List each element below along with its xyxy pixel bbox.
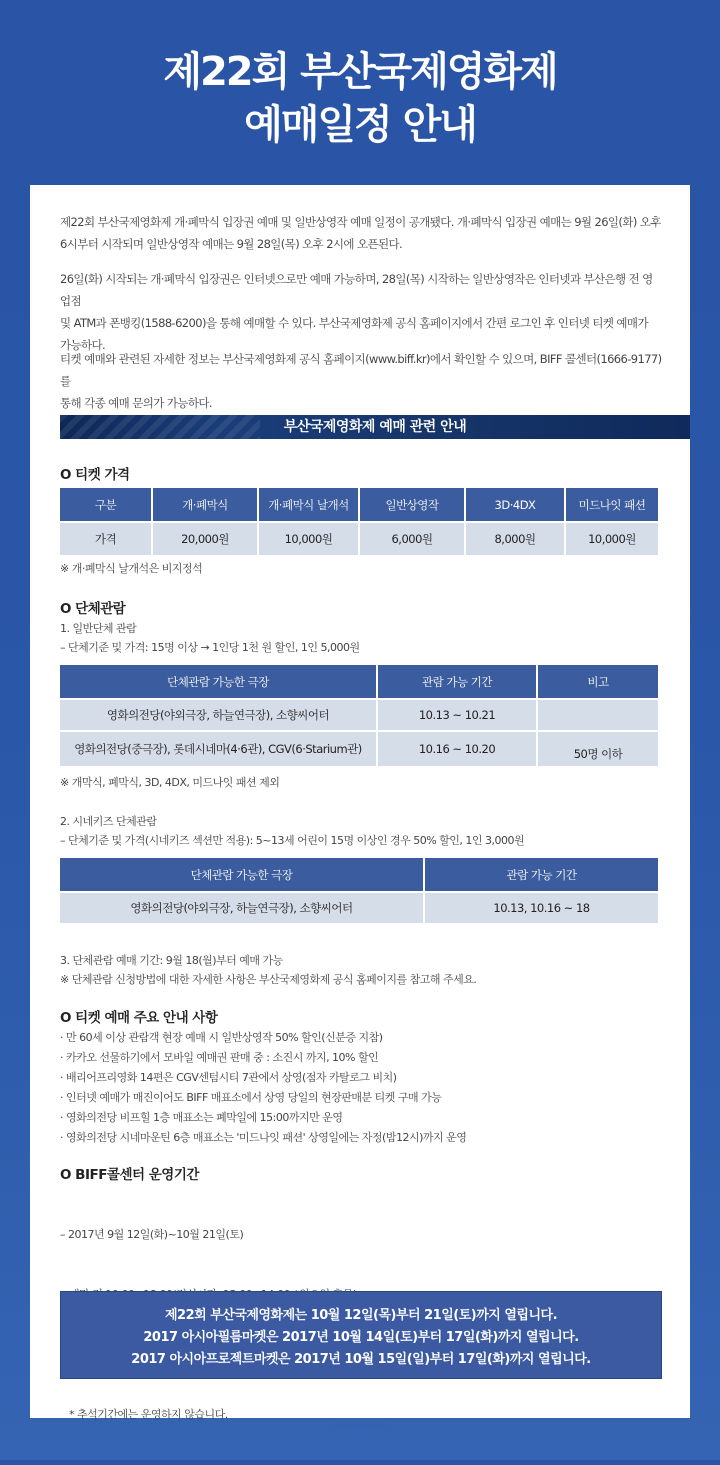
group-table-1-note: ※ 개막식, 폐막식, 3D, 4DX, 미드나잇 패션 제외 <box>60 776 280 789</box>
list-item: · 배리어프리영화 14편은 CGV센텀시티 7관에서 상영(점자 카탈로그 비치) <box>60 1071 397 1084</box>
intro-text: 및 ATM과 폰뱅킹(1588-6200)을 통해 예매할 수 있다. 부산국제영화제 공식 홈페이지에서 간편 로그인 후 인터넷 티켓 예매가 <box>60 316 648 330</box>
column-header: 단체관람 가능한 극장 <box>60 665 376 698</box>
section-banner <box>60 415 690 439</box>
column-header: 개·폐막식 <box>153 488 257 521</box>
table-cell: 가격 <box>60 523 151 555</box>
intro-text: 가능하다. <box>60 338 106 352</box>
table-cell <box>538 700 658 730</box>
page-subtitle: 예매일정 안내 <box>244 102 476 148</box>
column-header: 일반상영작 <box>360 488 464 521</box>
ticket-price-table <box>58 488 660 555</box>
group-sub2-criteria: – 단체기준 및 가격(시네키즈 섹션만 적용): 5~13세 어린이 15명 이상인 경우 50% 할인, 1인 3,000원 <box>60 834 525 847</box>
table-cell: 10.13, 10.16 ~ 18 <box>425 893 658 923</box>
festival-dates-line: 2017 아시아필름마켓은 2017년 10월 14일(토)부터 17일(화)까지 열립니다. <box>143 1330 579 1345</box>
festival-dates-line: 2017 아시아프로젝트마켓은 2017년 10월 15일(일)부터 17일(화)까지 열립니다. <box>131 1352 591 1367</box>
list-item: · 만 60세 이상 관람객 현장 예매 시 일반상영작 50% 할인(신분증 지참) <box>60 1031 383 1044</box>
table-cell: 10,000원 <box>566 523 658 555</box>
group-table-2 <box>58 858 660 923</box>
page-header <box>0 0 720 185</box>
group-table-1 <box>58 665 660 766</box>
ticket-price-note: ※ 개·폐막식 날개석은 비지정석 <box>60 562 203 575</box>
table-cell: 영화의전당(야외극장, 하늘연극장), 소향씨어터 <box>60 893 423 923</box>
list-item: · 영화의전당 비프힐 1층 매표소는 폐막일에 15:00까지만 운영 <box>60 1111 343 1124</box>
festival-dates-box <box>60 1291 662 1379</box>
table-cell: 영화의전당(중극장), 롯데시네마(4·6관), CGV(6·Starium관) <box>60 732 376 766</box>
ticket-price-heading: O 티켓 가격 <box>60 467 130 483</box>
intro-paragraph-2 <box>60 268 662 356</box>
list-item: · 인터넷 예매가 매진이어도 BIFF 매표소에서 상영 당일의 현장판매분 티켓 구매 가능 <box>60 1091 442 1104</box>
callcenter-heading: O BIFF콜센터 운영기간 <box>60 1167 199 1183</box>
table-cell: 10,000원 <box>259 523 358 555</box>
section-banner-title: 부산국제영화제 예매 관련 안내 <box>283 419 467 435</box>
column-header: 단체관람 가능한 극장 <box>60 858 423 891</box>
group-sub3-note: ※ 단체관람 신청방법에 대한 자세한 사항은 부산국제영화제 공식 홈페이지를 참고해 주세요. <box>60 973 477 986</box>
callcenter-line: * 추석기간에는 운영하지 않습니다. <box>60 1408 228 1421</box>
column-header: 관람 가능 기간 <box>378 665 536 698</box>
intro-text: 통해 각종 예매 문의가 가능하다. <box>60 396 212 410</box>
table-cell: 20,000원 <box>153 523 257 555</box>
content-panel <box>30 185 690 1421</box>
list-item: · 카카오 선물하기에서 모바일 예매권 판매 중 : 소진시 까지, 10% 할인 <box>60 1051 379 1064</box>
table-header-row <box>60 665 658 698</box>
table-row <box>60 700 658 730</box>
group-viewing-heading: O 단체관람 <box>60 601 126 617</box>
banner-pattern <box>60 415 260 439</box>
page-title: 제22회 부산국제영화제 <box>163 49 557 95</box>
table-cell: 6,000원 <box>360 523 464 555</box>
column-header: 비고 <box>538 665 658 698</box>
intro-text: 제22회 부산국제영화제 개·폐막식 입장권 예매 및 일반상영작 예매 일정이 공개됐다. 개·폐막식 입장권 예매는 9월 26일(화) 오후 <box>60 215 661 229</box>
group-sub2-title: 2. 시네키즈 단체관람 <box>60 815 157 828</box>
festival-dates-line: 제22회 부산국제영화제는 10월 12일(목)부터 21일(토)까지 열립니다. <box>164 1308 558 1323</box>
column-header: 3D·4DX <box>466 488 564 521</box>
table-cell: 10.16 ~ 10.20 <box>378 732 536 766</box>
column-header: 개·폐막식 날개석 <box>259 488 358 521</box>
intro-text: 티켓 예매와 관련된 자세한 정보는 부산국제영화제 공식 홈페이지(www.biff.kr)에서 확인할 수 있으며, BIFF 콜센터(1666-9177)를 <box>60 352 662 388</box>
table-cell: 10.13 ~ 10.21 <box>378 700 536 730</box>
table-row <box>60 732 658 766</box>
table-row <box>60 523 658 555</box>
intro-paragraph-3 <box>60 348 662 414</box>
table-cell: 8,000원 <box>466 523 564 555</box>
group-sub1-criteria: – 단체기준 및 가격: 15명 이상 → 1인당 1천 원 할인, 1인 5,000원 <box>60 641 360 654</box>
intro-text: 6시부터 시작되며 일반상영작 예매는 9월 28일(목) 오후 2시에 오픈된다. <box>60 237 403 251</box>
notices-heading: O 티켓 예매 주요 안내 사항 <box>60 1010 218 1026</box>
notices-list <box>60 1028 466 1148</box>
column-header: 미드나잇 패션 <box>566 488 658 521</box>
column-header: 관람 가능 기간 <box>425 858 658 891</box>
intro-paragraph-1 <box>60 211 662 255</box>
table-header-row <box>60 488 658 521</box>
table-cell: 영화의전당(야외극장, 하늘연극장), 소향씨어터 <box>60 700 376 730</box>
intro-text: 26일(화) 시작되는 개·폐막식 입장권은 인터넷으로만 예매 가능하며, 28일(목) 시작하는 일반상영작은 인터넷과 부산은행 전 영업점 <box>60 272 653 308</box>
table-cell: 50명 이하 <box>538 732 658 766</box>
list-item: · 영화의전당 시네마운틴 6층 매표소는 '미드나잇 패션' 상영일에는 자정(밤12시)까지 운영 <box>60 1131 467 1144</box>
group-sub1-title: 1. 일반단체 관람 <box>60 622 137 635</box>
column-header: 구분 <box>60 488 151 521</box>
group-sub3-line: 3. 단체관람 예매 기간: 9월 18(월)부터 예매 가능 <box>60 954 283 967</box>
callcenter-line: – 2017년 9월 12일(화)~10월 21일(토) <box>60 1228 244 1241</box>
table-header-row <box>60 858 658 891</box>
table-row <box>60 893 658 923</box>
